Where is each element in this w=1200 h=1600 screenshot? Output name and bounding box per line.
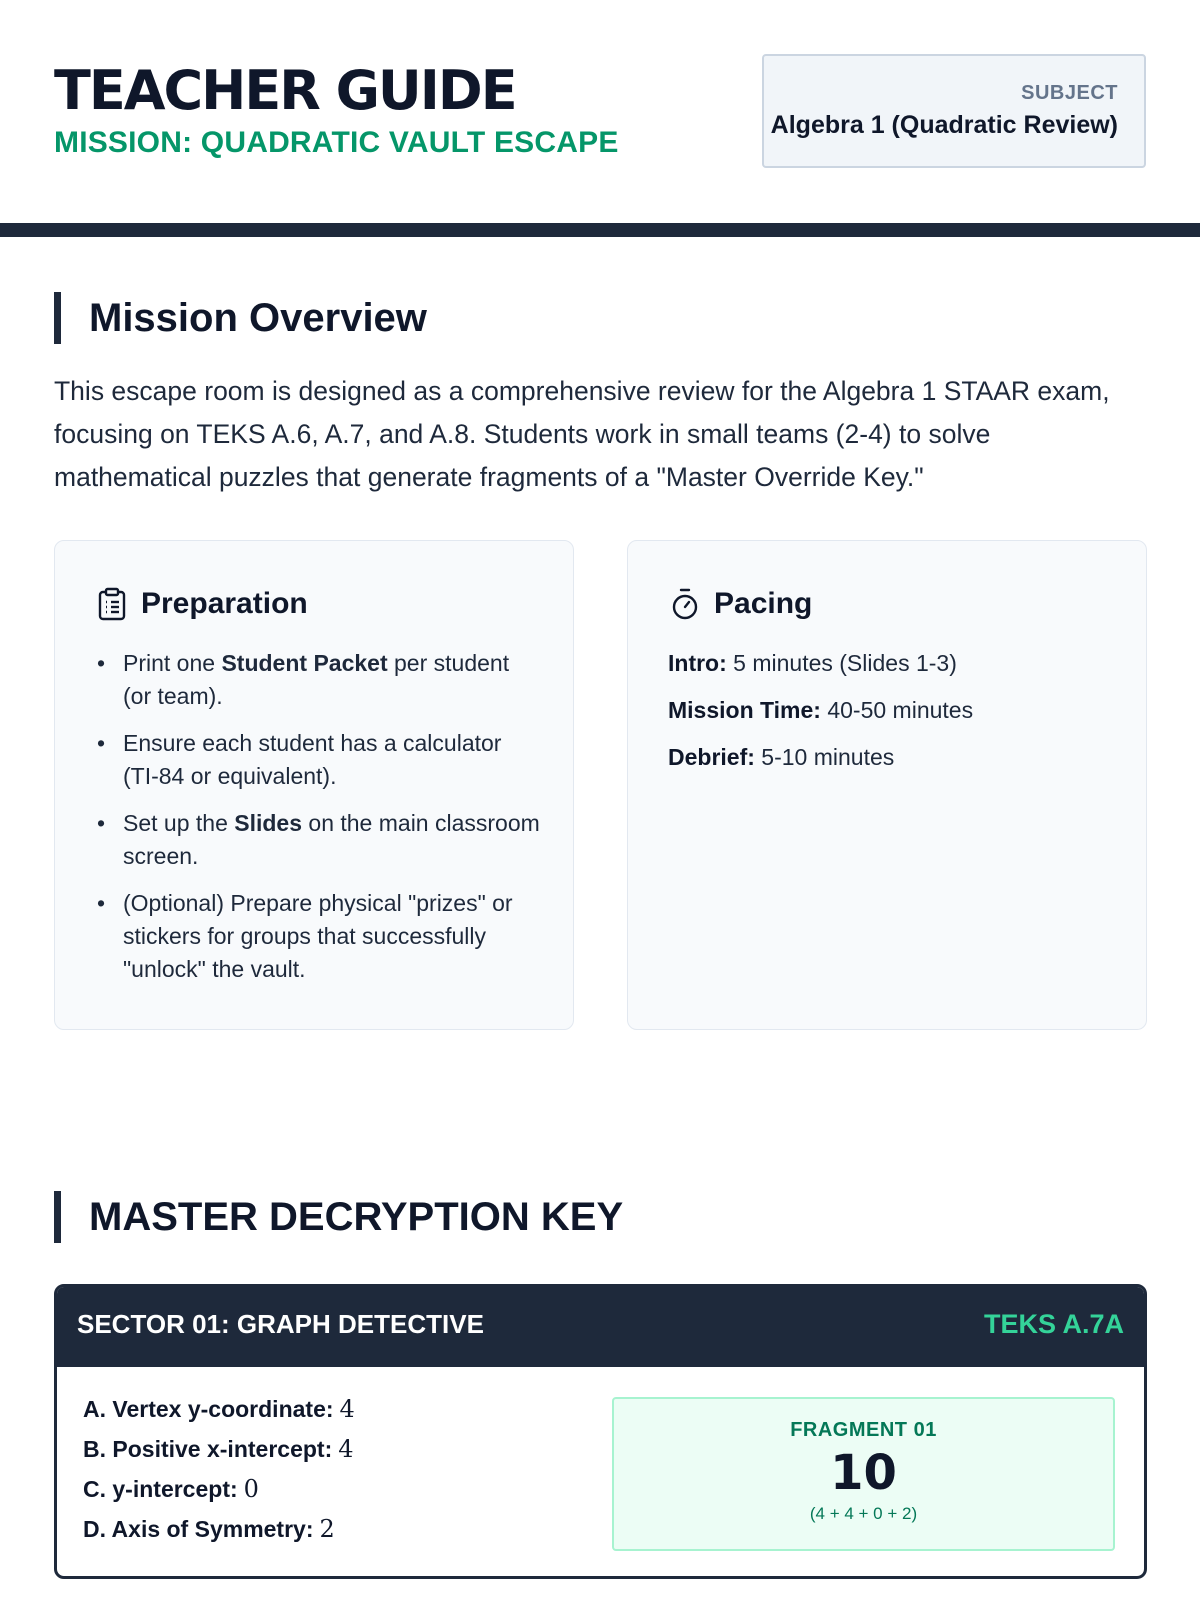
sector-teks: TEKS A.7A xyxy=(983,1309,1124,1339)
answer-row: D. Axis of Symmetry: 2 xyxy=(83,1515,335,1543)
preparation-card xyxy=(54,540,574,1030)
pacing-title xyxy=(670,587,812,621)
preparation-list xyxy=(97,647,543,1000)
subject-value: Algebra 1 (Quadratic Review) xyxy=(770,111,1118,139)
sector-title: SECTOR 01: GRAPH DETECTIVE xyxy=(77,1309,484,1339)
answer-list xyxy=(83,1389,355,1549)
fragment-value: 10 xyxy=(830,1445,897,1501)
list-item: • Set up the Slides on the main classroom screen. xyxy=(97,810,540,869)
pacing-card xyxy=(627,540,1147,1030)
mission-subtitle: MISSION: QUADRATIC VAULT ESCAPE xyxy=(54,126,619,159)
overview-heading: Mission Overview xyxy=(54,292,427,344)
sector-card xyxy=(54,1284,1147,1579)
sector-header xyxy=(57,1287,1144,1367)
preparation-title xyxy=(97,587,308,621)
list-item: • Print one Student Packet per student (or team). xyxy=(97,650,510,709)
subject-box xyxy=(762,54,1146,168)
overview-text: This escape room is designed as a comprehensive review for the Algebra 1 STAAR exam, focusing on TEKS A.6, A.7, and A.8. Students work in small teams (2-4) to solve mathematical puzzles that generate fragments of a "Master Override Key." xyxy=(54,376,1110,492)
list-item: • (Optional) Prepare physical "prizes" or stickers for groups that successfully "unlock" the vault. xyxy=(97,890,513,982)
answer-row: C. y-intercept: 0 xyxy=(83,1475,259,1503)
preparation-title-label: Preparation xyxy=(141,587,308,620)
page-title: TEACHER GUIDE xyxy=(54,59,516,122)
header-divider xyxy=(0,223,1200,237)
answer-row: A. Vertex y-coordinate: 4 xyxy=(83,1395,355,1423)
answer-row: B. Positive x-intercept: 4 xyxy=(83,1435,354,1463)
subject-label: SUBJECT xyxy=(1021,82,1118,104)
stopwatch-icon xyxy=(670,587,700,621)
pacing-row-intro: Intro: 5 minutes (Slides 1-3) xyxy=(668,650,957,676)
fragment-formula: (4 + 4 + 0 + 2) xyxy=(809,1504,918,1523)
fragment-box xyxy=(612,1397,1115,1551)
key-heading: MASTER DECRYPTION KEY xyxy=(54,1191,623,1243)
guide-header xyxy=(0,0,1200,224)
fragment-label: FRAGMENT 01 xyxy=(790,1419,937,1441)
list-item: • Ensure each student has a calculator (TI-84 or equivalent). xyxy=(97,730,502,789)
clipboard-icon xyxy=(97,587,127,621)
pacing-row-debrief: Debrief: 5-10 minutes xyxy=(668,744,895,770)
pacing-title-label: Pacing xyxy=(714,587,813,620)
pacing-row-mission: Mission Time: 40-50 minutes xyxy=(668,697,974,723)
